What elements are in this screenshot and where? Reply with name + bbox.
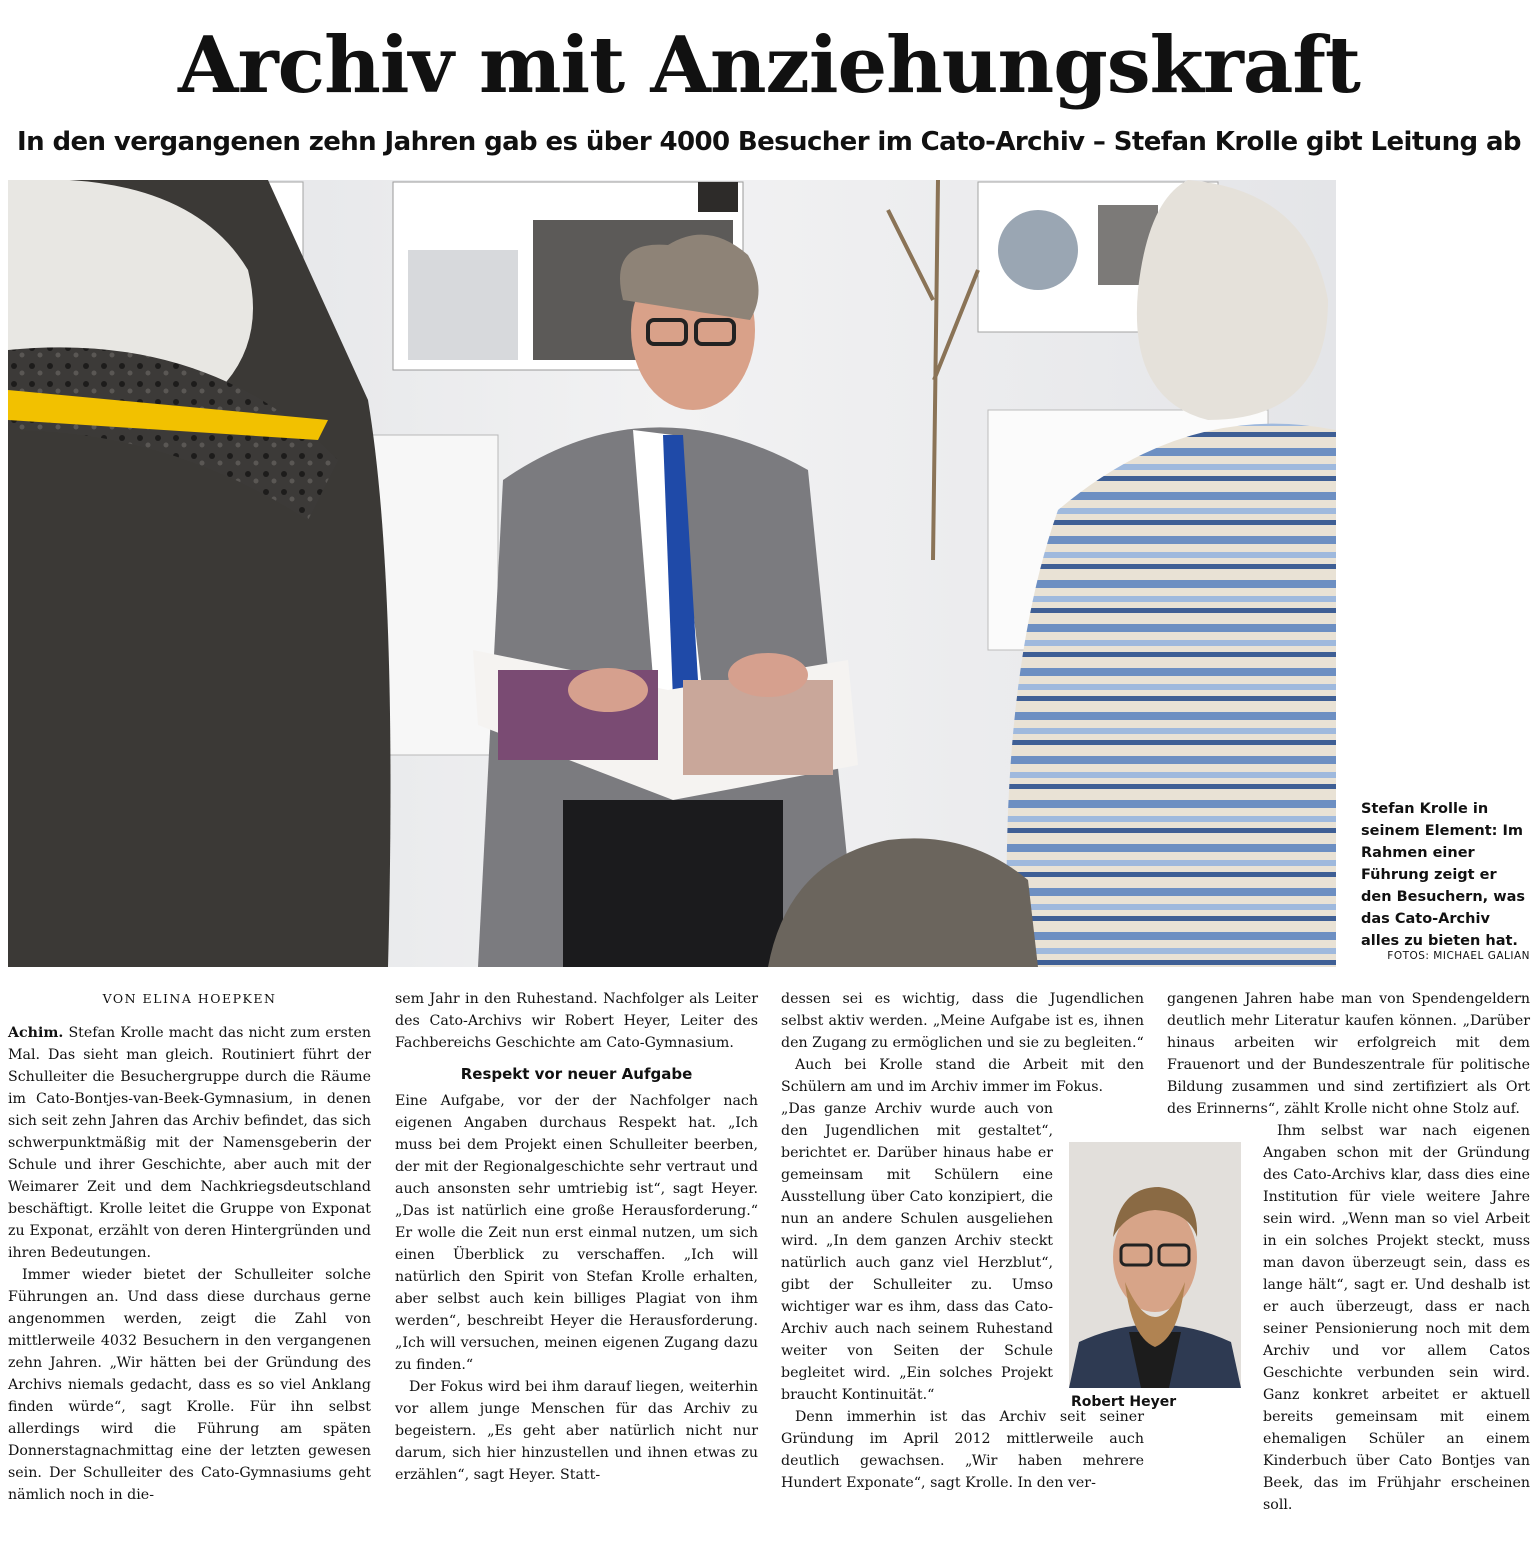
article-column-1: [8, 988, 371, 1506]
main-photo: [8, 180, 1336, 967]
article-column-2: [395, 988, 758, 1486]
dateline: Achim.: [8, 1025, 64, 1041]
article-paragraph: Der Fokus wird bei ihm darauf liegen, weiterhin vor allem junge Menschen für das Archiv zu begeistern. „Es geht aber natürlich nicht nur darum, sich hier hinzustellen und ihnen etwas zu erzählen“, sagt Heyer. Statt-: [395, 1379, 758, 1483]
article-paragraph: dessen sei es wichtig, dass die Jugendlichen selbst aktiv werden. „Meine Aufgabe ist es, ihnen den Zugang zu ermöglichen und sie zu begleiten.“: [781, 991, 1144, 1051]
article-paragraph: Eine Aufgabe, vor der der Nachfolger nach eigenen Angaben durchaus Respekt hat. „Ich muss bei dem Projekt einen Schulleiter beerben, der mit der Regionalgeschichte sehr vertraut und auch ansonsten sehr umtriebig ist“, sagt Heyer. „Das ist natürlich eine große Herausforderung.“ Er wolle die Zeit nun erst einmal nutzen, um sich einen Überblick zu verschaffen. „Ich will natürlich den Spirit von Stefan Krolle erhalten, aber selbst auch kein billiges Plagiat von ihm werden“, beschreibt Heyer die Herausforderung. „Ich will versuchen, meinen eigenen Zugang dazu zu finden.“: [395, 1093, 758, 1373]
article-paragraph: „Das ganze Archiv wurde auch von den Jugendlichen mit gestaltet“, berichtet er. Darüber hinaus habe er gemeinsam mit Schülern eine Ausstellung über Cato konzipiert, die nun an andere Schulen ausgeliehen wird. „In dem ganzen Archiv steckt natürlich auch ganz viel Herzblut“, gibt der Schulleiter zu. Umso wichtiger war es ihm, dass das Cato-Archiv auch nach seinem Ruhestand weiter von Seiten der Schule begleitet wird. „Ein solches Projekt braucht Kontinuität.“: [781, 1101, 1053, 1403]
article-paragraph: [8, 1022, 371, 1264]
subheadline: In den vergangenen zehn Jahren gab es über 4000 Besucher im Cato-Archiv – Stefan Krolle gibt Leitung ab: [17, 127, 1521, 157]
article-paragraph: sem Jahr in den Ruhestand. Nachfolger als Leiter des Cato-Archivs wir Robert Heyer, Leiter des Fachbereichs Geschichte am Cato-Gymnasium.: [395, 991, 758, 1051]
portrait-caption: Robert Heyer: [1071, 1394, 1177, 1410]
article-paragraph: gangenen Jahren habe man von Spendengeldern deutlich mehr Literatur kaufen können. „Darüber hinaus arbeiten wir erfolgreich mit dem Frauenort und der Bundeszentrale für politische Bildung zusammen und sind zertifiziert als Ort des Erinnerns“, zählt Krolle nicht ohne Stolz auf.: [1167, 991, 1530, 1117]
article-paragraph: Auch bei Krolle stand die Arbeit mit den Schülern am und im Archiv immer im Fokus.: [781, 1057, 1144, 1095]
article-paragraph: Immer wieder bietet der Schulleiter solche Führungen an. Und dass diese durchaus gerne angenommen werden, zeigt die Zahl von mittlerweile 4032 Besuchern in den vergangenen zehn Jahren. „Wir hätten bei der Gründung des Archivs niemals gedacht, dass es so viel Anklang finden würde“, sagt Krolle. Für ihn selbst allerdings wird die Führung am späten Donnerstagnachmittag eine der letzten gewesen sein. Der Schulleiter des Cato-Gymnasiums geht nämlich noch in die-: [8, 1267, 371, 1503]
paragraph-text: Stefan Krolle macht das nicht zum ersten Mal. Das sieht man gleich. Routiniert führt der Schulleiter die Besuchergruppe durch die Räume im Cato-Bontjes-van-Beek-Gymnasium, in denen sich seit zehn Jahren das Archiv befindet, das sich schwerpunktmäßig mit der Namensgeberin der Schule und ihrer Geschichte, aber auch mit der Weimarer Zeit und dem Nachkriegsdeutschland beschäftigt. Krolle leitet die Gruppe von Exponat zu Exponat, erzählt von deren Hintergründen und ihren Bedeutungen.: [8, 1025, 372, 1261]
photo-caption: Stefan Krolle in seinem Element: Im Rahmen einer Führung zeigt er den Besuchern, was das Cato-Archiv alles zu bieten hat.: [1361, 801, 1526, 949]
byline: VON ELINA HOEPKEN: [102, 991, 277, 1006]
article-column-4: [1167, 988, 1530, 1516]
article-paragraph: Denn immerhin ist das Archiv seit seiner Gründung im April 2012 mittlerweile auch deutlich gewachsen. „Wir haben mehrere Hundert Exponate“, sagt Krolle. In den ver-: [781, 1409, 1144, 1491]
article-paragraph: Ihm selbst war nach eigenen Angaben schon mit der Gründung des Cato-Archivs klar, dass dies eine Institution für viele weitere Jahre sein wird. „Wenn man so viel Arbeit in ein solches Projekt steckt, muss man davon überzeugt sein, dass es lange hält“, sagt er. Und deshalb ist er auch überzeugt, dass er nach seiner Pensionierung noch mit dem Archiv und vor allem Catos Geschichte verbunden sein wird. Ganz konkret arbeitet er aktuell bereits gemeinsam mit einem ehemaligen Schüler an einem Kinderbuch über Cato Bontjes van Beek, das im Frühjahr erscheinen soll.: [1263, 1123, 1530, 1513]
photo-credit: FOTOS: MICHAEL GALIAN: [1387, 950, 1530, 962]
headline: Archiv mit Anziehungskraft: [178, 20, 1360, 111]
section-subhead: Respekt vor neuer Aufgabe: [460, 1065, 693, 1083]
